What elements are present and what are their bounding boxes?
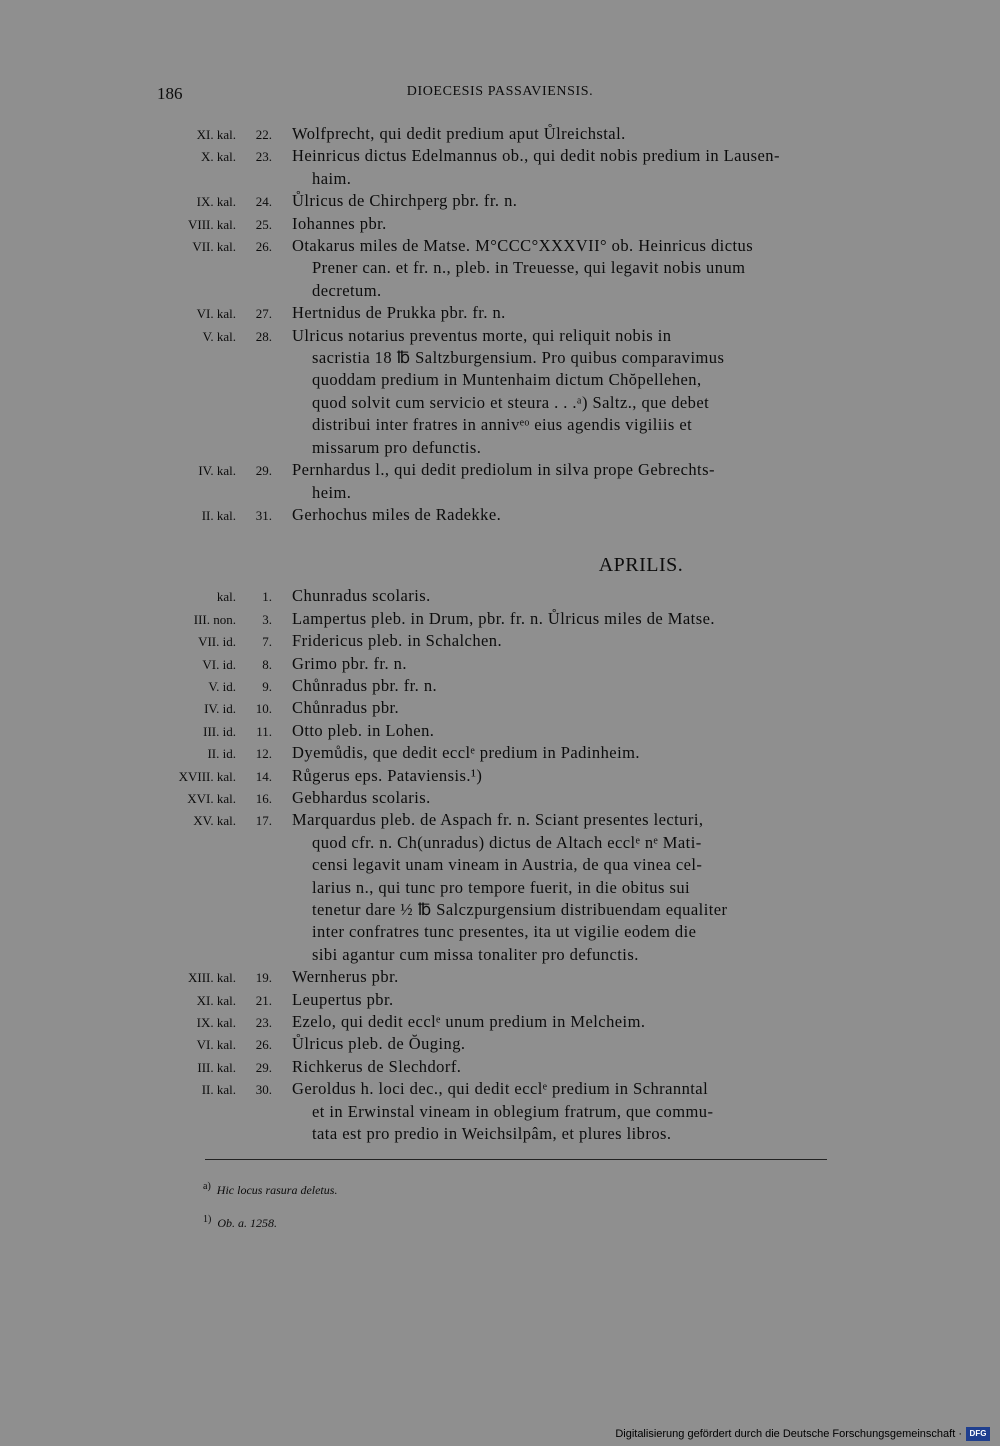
necrology-entry [150,1078,872,1145]
entry-text [292,742,872,764]
entry-line: Otto pleb. in Lohen. [292,720,435,740]
necrology-entry [150,697,872,719]
day-number: 30. [255,1082,272,1098]
day-number: 17. [255,813,272,829]
day-number: 11. [256,723,272,739]
entry-line: distribui inter fratres in annivᵉᵒ eius agendis vigiliis et [312,415,693,435]
necrology-entry [150,585,872,607]
calendar-day: VII. kal. [192,239,236,255]
entry-line: quod cfr. n. Ch(unradus) dictus de Altach ecclᵉ nᵉ Mati- [312,832,702,852]
entry-line: et in Erwinstal vineam in oblegium fratrum, que commu- [312,1101,714,1121]
entry-line: Dyemůdis, que dedit ecclᵉ predium in Padinheim. [292,743,640,763]
calendar-day: X. kal. [200,149,236,165]
entry-line: Otakarus miles de Matse. M°CCC°XXXVII° ob. Heinricus dictus [292,236,754,256]
entry-line: Gebhardus scolaris. [292,787,431,807]
entry-line: Marquardus pleb. de Aspach fr. n. Sciant presentes lecturi, [292,810,704,830]
entry-text [292,459,872,504]
entry-line: quod solvit cum servicio et steura . . .ᵃ) Saltz., que debet [312,392,710,412]
entry-line: Heinricus dictus Edelmannus ob., qui dedit nobis predium in Lausen- [292,146,780,166]
necrology-entry [150,1056,872,1078]
dfg-logo: DFG [966,1427,990,1441]
necrology-entry [150,325,872,459]
entry-text [292,504,872,526]
entry-line: censi legavit unam vineam in Austria, de qua vinea cel- [312,855,703,875]
entry-line: Hertnidus de Prukka pbr. fr. n. [292,303,506,323]
entry-text [292,787,872,809]
entry-text [292,1078,872,1145]
entry-line: Pernhardus l., qui dedit prediolum in silva prope Gebrechts- [292,460,715,480]
necrology-entry [150,1011,872,1033]
entry-line: Prener can. et fr. n., pleb. in Treuesse, qui legavit nobis unum [312,258,746,278]
day-number: 28. [255,328,272,344]
footnote-text: Ob. a. 1258. [217,1216,278,1230]
entry-line: Leupertus pbr. [292,989,394,1009]
entry-line: Wernherus pbr. [292,967,399,987]
entry-line: Ulricus notarius preventus morte, qui reliquit nobis in [292,325,672,345]
calendar-day: IV. kal. [198,463,236,479]
calendar-day: VI. id. [202,656,236,672]
necrology-entry [150,765,872,787]
calendar-day: II. id. [207,746,236,762]
day-number: 26. [255,1037,272,1053]
necrology-entry [150,459,872,504]
entry-text [292,235,872,302]
footnote-a [203,1181,337,1198]
page-number: 186 [157,84,183,103]
calendar-day: XVI. kal. [187,790,236,806]
necrology-entry [150,809,872,966]
entry-text [292,1033,872,1055]
day-number: 26. [255,239,272,255]
footnote-rule [205,1159,827,1160]
entry-text [292,213,872,235]
calendar-day: IX. kal. [196,1015,236,1031]
entry-line: inter confratres tunc presentes, ita ut vigilie eodem die [312,922,697,942]
day-number: 31. [255,507,272,523]
section-title: APRILIS. [598,554,684,577]
entry-line: quoddam predium in Muntenhaim dictum Chŏpellehen, [312,370,702,390]
entry-text [292,1056,872,1078]
calendar-day: XVIII. kal. [178,768,236,784]
day-number: 7. [262,634,272,650]
calendar-day: IV. id. [204,701,236,717]
necrology-entry [150,787,872,809]
entry-text [292,145,872,190]
entry-text [292,585,872,607]
entry-line: tata est pro predio in Weichsilpâm, et plures libros. [312,1124,672,1144]
day-number: 23. [255,149,272,165]
entry-line: Iohannes pbr. [292,213,387,233]
march-entries [150,123,872,526]
entry-line: tenetur dare ½ ℔ Salczpurgensium distribuendam equaliter [312,900,728,919]
day-number: 24. [255,194,272,210]
calendar-day: VIII. kal. [187,216,236,232]
day-number: 25. [255,216,272,232]
calendar-day: VII. id. [198,634,236,650]
running-title: DIOECESIS PASSAVIENSIS. [406,84,594,99]
entry-text [292,325,872,459]
day-number: 3. [262,611,272,627]
calendar-day: XIII. kal. [187,970,236,986]
calendar-day: V. kal. [202,328,236,344]
calendar-day: XI. kal. [196,992,236,1008]
entry-text [292,697,872,719]
calendar-day: XI. kal. [196,127,236,142]
entry-text [292,809,872,966]
entry-line: Geroldus h. loci dec., qui dedit ecclᵉ predium in Schranntal [292,1079,709,1099]
footnote-mark: 1) [203,1214,212,1225]
entry-text [292,989,872,1011]
calendar-day: II. kal. [201,507,236,523]
day-number: 29. [255,463,272,479]
entry-line: sacristia 18 ℔ Saltzburgensium. Pro quibus comparavimus [312,348,725,368]
entry-line: Ůlricus pleb. de Ŏuging. [292,1034,466,1054]
calendar-day: VI. kal. [196,306,236,322]
necrology-entry [150,608,872,630]
entry-line: Chůnradus pbr. fr. n. [292,675,438,695]
necrology-entry [150,966,872,988]
day-number: 16. [255,790,272,806]
necrology-entry [150,1033,872,1055]
footnote-mark: a) [203,1181,211,1192]
entry-text [292,765,872,787]
entry-line: Ůlricus de Chirchperg pbr. fr. n. [292,191,518,211]
day-number: 23. [255,1015,272,1031]
entry-text [292,123,872,145]
entry-line: Chunradus scolaris. [292,586,431,606]
entry-line: decretum. [312,280,382,300]
day-number: 22. [255,127,272,142]
entry-text [292,653,872,675]
necrology-entry [150,302,872,324]
day-number: 14. [255,768,272,784]
entry-text [292,675,872,697]
day-number: 1. [262,589,272,605]
april-entries [150,585,872,1145]
entry-text [292,190,872,212]
day-number: 10. [255,701,272,717]
entry-text [292,630,872,652]
day-number: 8. [262,656,272,672]
entry-line: Richkerus de Slechdorf. [292,1056,462,1076]
day-number: 21. [255,992,272,1008]
day-number: 9. [262,678,272,694]
entry-line: sibi agantur cum missa tonaliter pro defunctis. [312,944,639,964]
entry-line: Wolfprecht, qui dedit predium aput Ůlreichstal. [292,124,626,143]
footnote-text: Hic locus rasura deletus. [216,1183,338,1197]
day-number: 27. [255,306,272,322]
necrology-entries [150,123,872,1145]
footnote-1 [203,1214,277,1231]
necrology-entry [150,190,872,212]
calendar-day: III. id. [203,723,236,739]
entry-line: Lampertus pleb. in Drum, pbr. fr. n. Ůlricus miles de Matse. [292,608,715,628]
entry-text [292,302,872,324]
digitization-credit: Digitalisierung gefördert durch die Deutsche Forschungsgemeinschaft · [615,1428,962,1440]
calendar-day: II. kal. [201,1082,236,1098]
necrology-entry [150,123,872,145]
entry-line: haim. [312,168,352,188]
calendar-day: XV. kal. [193,813,236,829]
entry-text [292,608,872,630]
necrology-entry [150,675,872,697]
entry-text [292,1011,872,1033]
day-number: 29. [255,1059,272,1075]
entry-line: larius n., qui tunc pro tempore fuerit, in die obitus sui [312,877,691,897]
calendar-day: IX. kal. [196,194,236,210]
necrology-entry [150,630,872,652]
necrology-entry [150,742,872,764]
necrology-entry [150,653,872,675]
entry-text [292,720,872,742]
entry-line: heim. [312,482,352,502]
entry-text [292,966,872,988]
entry-line: Ezelo, qui dedit ecclᵉ unum predium in Melcheim. [292,1012,646,1032]
calendar-day: V. id. [208,678,236,694]
calendar-day: III. non. [193,611,236,627]
entry-line: Růgerus eps. Pataviensis.¹) [292,765,483,785]
necrology-entry [150,720,872,742]
necrology-entry [150,145,872,190]
necrology-entry [150,235,872,302]
entry-line: missarum pro defunctis. [312,437,482,457]
day-number: 19. [255,970,272,986]
necrology-entry [150,989,872,1011]
entry-line: Grimo pbr. fr. n. [292,653,407,673]
entry-line: Fridericus pleb. in Schalchen. [292,631,503,651]
entry-line: Chůnradus pbr. [292,698,400,718]
necrology-entry [150,504,872,526]
calendar-day: kal. [216,589,236,605]
entry-line: Gerhochus miles de Radekke. [292,504,502,524]
day-number: 12. [255,746,272,762]
calendar-day: VI. kal. [196,1037,236,1053]
necrology-entry [150,213,872,235]
calendar-day: III. kal. [197,1059,236,1075]
